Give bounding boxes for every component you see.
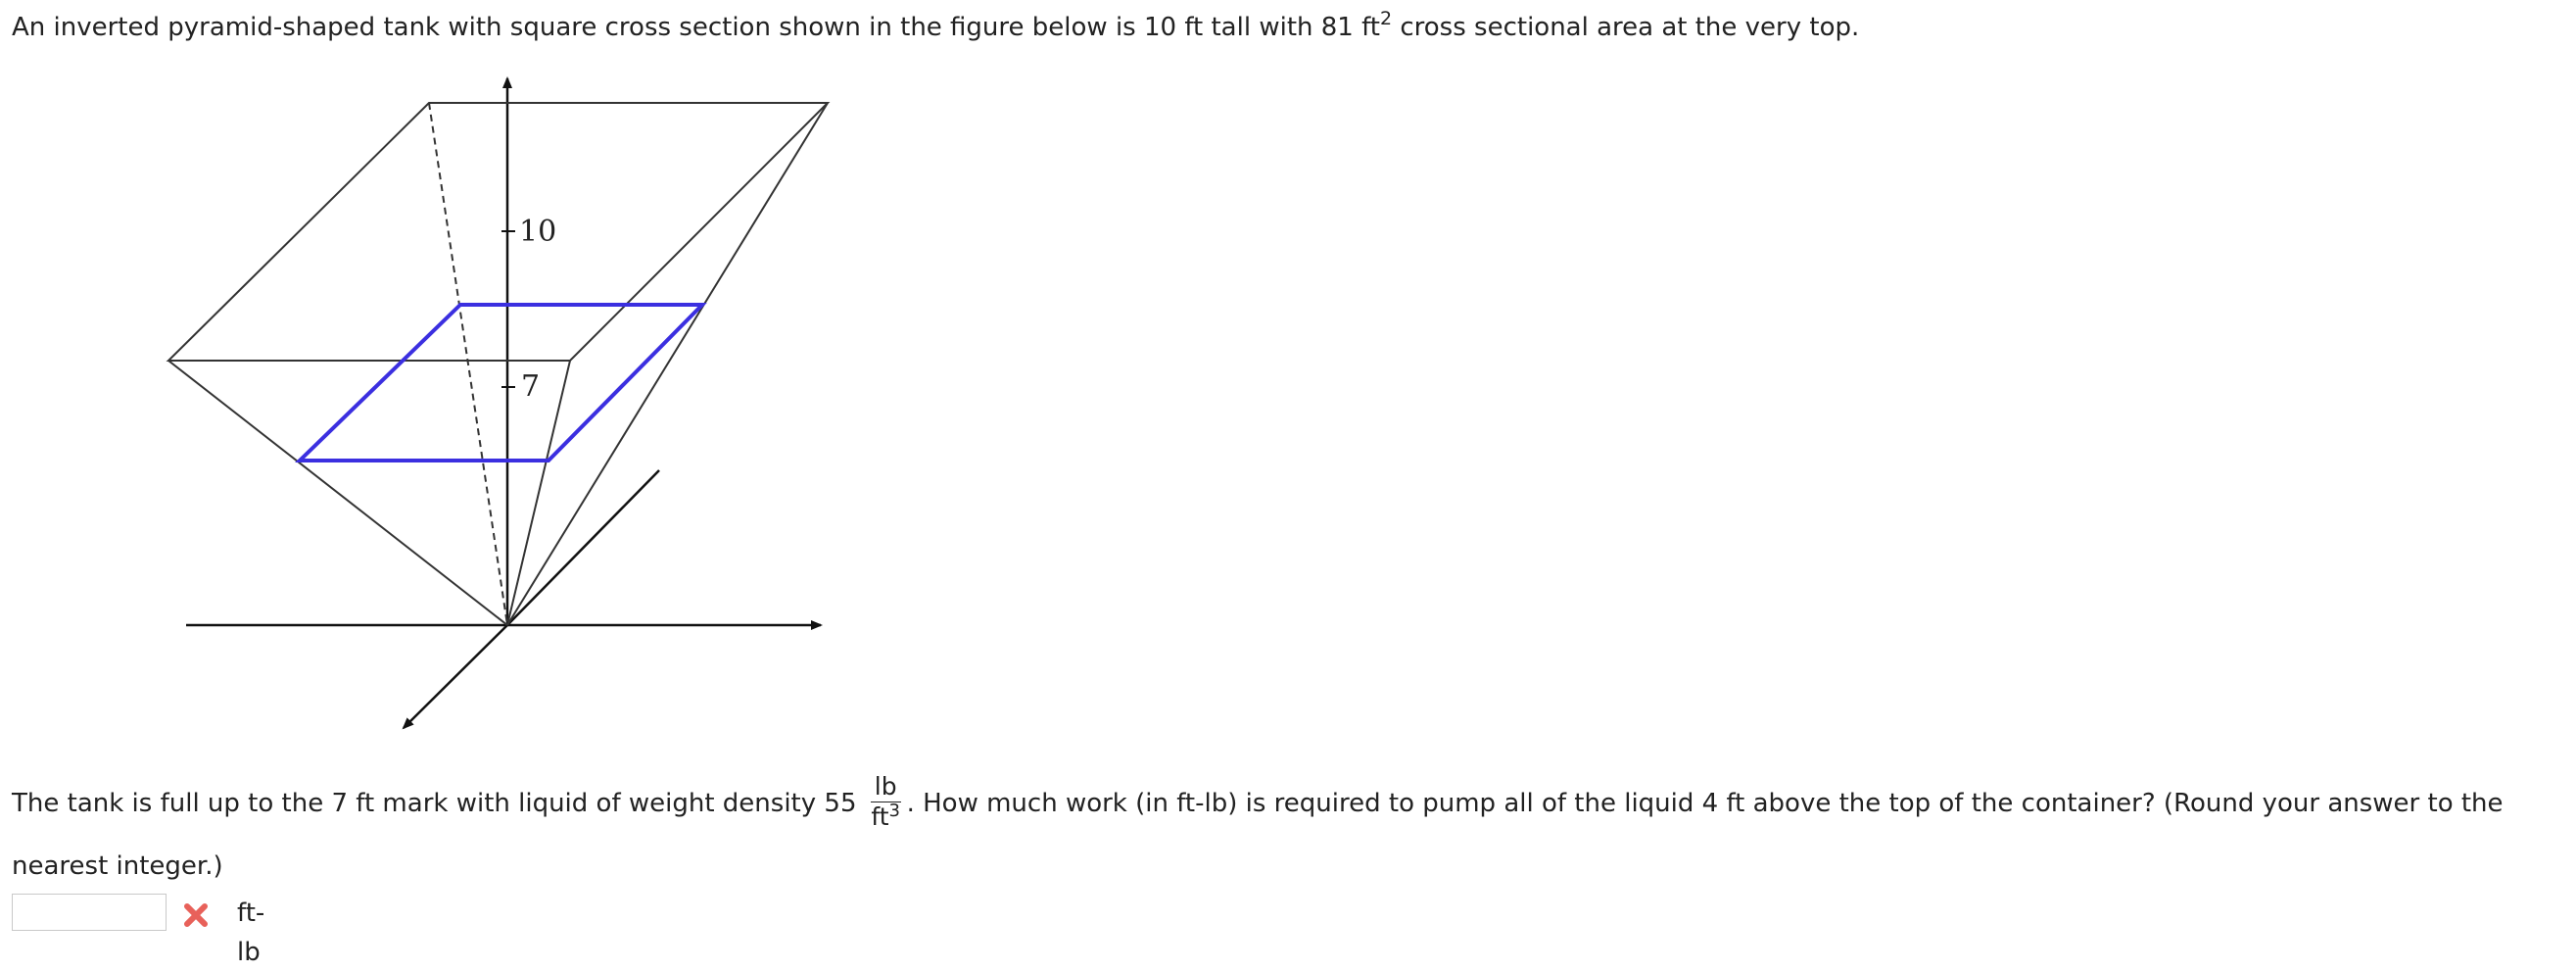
z-axis-back: [507, 470, 659, 625]
water-level-7ft: [300, 305, 702, 461]
z-axis-front: [404, 625, 507, 728]
edge-back-left-hidden: [429, 103, 507, 625]
intro-superscript: 2: [1380, 8, 1393, 29]
fraction-numerator: lb: [871, 772, 901, 802]
answer-unit: ft-lb: [237, 899, 265, 967]
intro-text-end: cross sectional area at the very top.: [1392, 13, 1860, 42]
fraction-denominator: [871, 802, 900, 832]
edge-front-left: [168, 361, 507, 625]
density-unit-fraction: [871, 772, 901, 832]
question-text: The tank is full up to the 7 ft mark with liquid of weight density 55: [12, 789, 865, 818]
edge-back-right: [507, 103, 828, 625]
problem-question: [12, 774, 2504, 834]
question-text-end: . How much work (in ft-lb) is required to pump all of the liquid 4 ft above the top of the container? (Round your answer to the: [906, 789, 2504, 818]
answer-input[interactable]: [12, 894, 167, 931]
problem-question-wrap: nearest integer.): [12, 851, 223, 881]
pyramid-top-face: [168, 103, 828, 361]
coordinate-axes: [186, 78, 821, 728]
pyramid-edges: [168, 103, 828, 625]
denominator-base: ft: [871, 802, 889, 831]
pyramid-tank-figure: [0, 0, 882, 764]
denominator-superscript: 3: [888, 801, 900, 821]
intro-text: An inverted pyramid-shaped tank with square cross section shown in the figure below is 10 ft tall with 81 ft: [12, 13, 1380, 42]
incorrect-x-icon: [181, 900, 211, 930]
tick-label-7: 7: [521, 369, 541, 404]
tick-label-10: 10: [519, 215, 557, 249]
